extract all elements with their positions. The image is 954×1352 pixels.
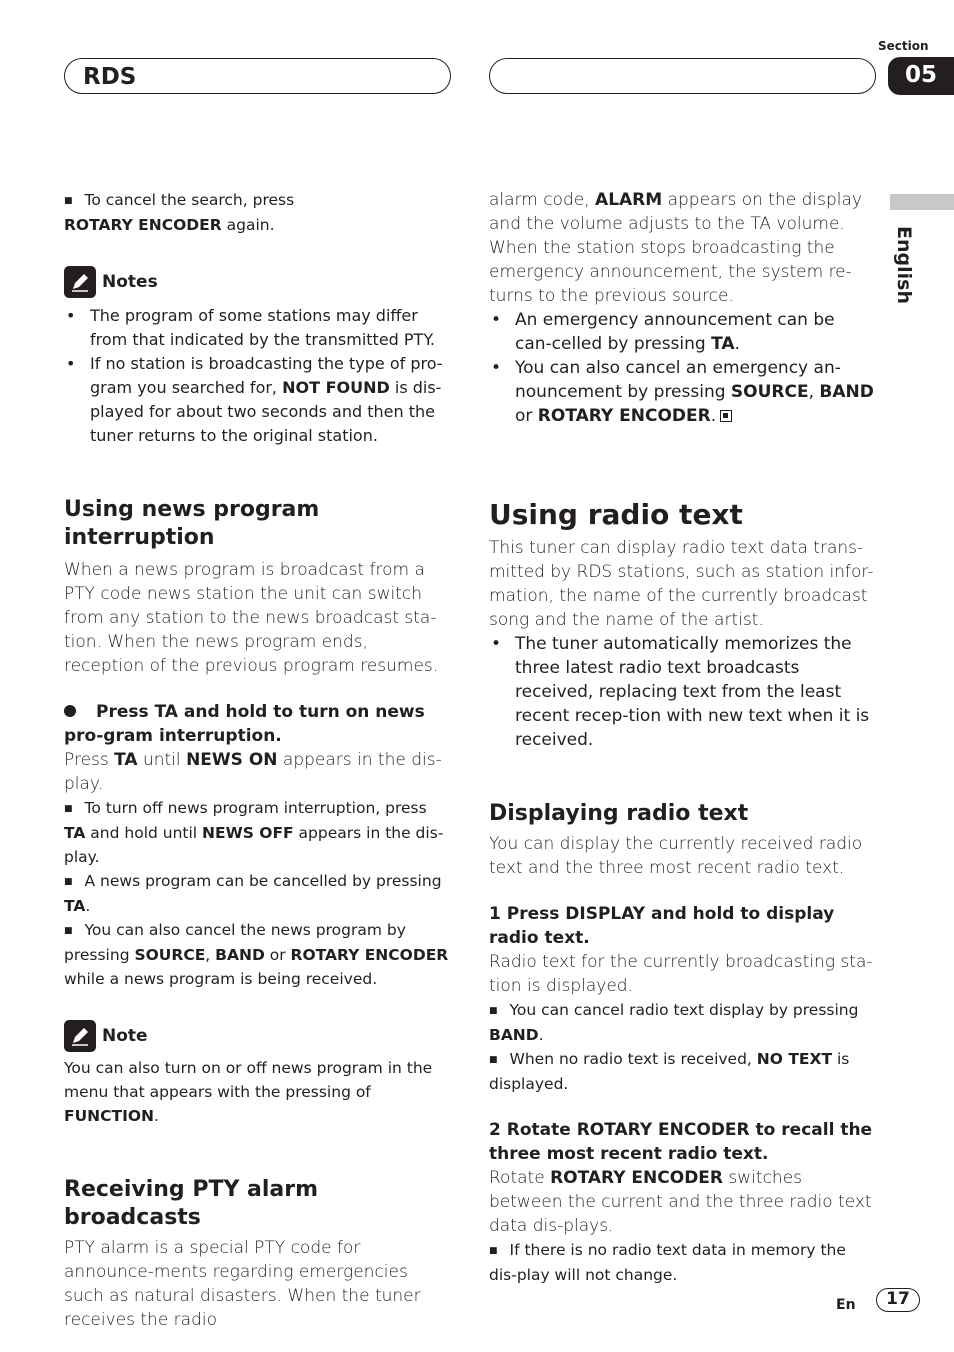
square-bullet-icon: [64, 921, 85, 939]
display-step-1-body: Radio text for the currently broadcasting sta-tion is displayed.: [489, 952, 873, 996]
notes-list: [64, 304, 450, 448]
square-bullet-icon: [64, 799, 85, 817]
list-item: • If no station is broadcasting the type of pro-gram you searched for, NOT FOUND is dis-played for about two seconds and then the tuner returns to the original station.: [64, 352, 450, 448]
right-column: [489, 188, 875, 1287]
note-heading: Note: [64, 1020, 450, 1052]
news-step-body: Press TA until NEWS ON appears in the dis-play.: [64, 750, 442, 794]
pencil-note-icon: [64, 1020, 96, 1052]
notes-heading: Notes: [64, 266, 450, 298]
pencil-note-icon: [64, 266, 96, 298]
list-item: • The program of some stations may differ from that indicated by the transmitted PTY.: [64, 304, 450, 352]
display-heading: Displaying radio text: [489, 801, 749, 826]
language-label: English: [893, 226, 915, 304]
news-sub-2: ■ A news program can be cancelled by pressing TA.: [64, 869, 450, 918]
note-text: You can also turn on or off news program in the menu that appears with the pressing of FUNCTION.: [64, 1059, 433, 1125]
radio-text-bullet: • The tuner automatically memorizes the three latest radio text broadcasts received, replacing text from the least recent recep-tion with new text when it is received.: [489, 632, 875, 752]
news-sub-1: ■ To turn off news program interruption, press TA and hold until NEWS OFF appears in the dis-play.: [64, 796, 450, 869]
news-heading: Using news program interruption: [64, 497, 320, 550]
pty-paragraph: PTY alarm is a special PTY code for announce-ments regarding emergencies such as natural disasters. When the tuner receives the radio: [64, 1238, 421, 1330]
header-title-box: [64, 58, 451, 94]
news-sub-3: ■ You can also cancel the news program by pressing SOURCE, BAND or ROTARY ENCODER while a news program is being received.: [64, 918, 450, 991]
radio-text-heading: Using radio text: [489, 498, 743, 531]
display-sub-3: ■ If there is no radio text data in memory the dis-play will not change.: [489, 1238, 875, 1287]
section-label: Section: [878, 39, 929, 53]
step-dot-icon: [64, 705, 76, 717]
square-bullet-icon: [489, 1001, 510, 1019]
square-bullet-icon: [489, 1050, 510, 1068]
header-blank-box: [489, 58, 876, 94]
section-number: 05: [888, 57, 954, 95]
news-paragraph: When a news program is broadcast from a PTY code news station the unit can switch from any station to the news broadcast sta-tion. When the news program ends, reception of the previous program resumes.: [64, 560, 439, 676]
display-paragraph: You can display the currently received radio text and the three most recent radio text.: [489, 834, 863, 878]
page-title: RDS: [83, 64, 137, 90]
pty-heading: Receiving PTY alarm broadcasts: [64, 1177, 319, 1230]
alarm-bullet-1: • An emergency announcement can be can-celled by pressing TA.: [489, 308, 875, 356]
language-tab-marker: [890, 194, 954, 210]
display-step-2: 2 Rotate ROTARY ENCODER to recall the three most recent radio text.: [489, 1120, 873, 1164]
news-step: Press TA and hold to turn on news pro-gram interruption.: [64, 702, 425, 746]
display-step-1: 1 Press DISPLAY and hold to display radio text.: [489, 904, 835, 948]
square-bullet-icon: [489, 1241, 510, 1259]
page-number: 17: [876, 1288, 920, 1312]
end-of-section-icon: [720, 410, 732, 422]
square-bullet-icon: [64, 191, 85, 209]
left-column: [64, 188, 450, 1332]
radio-text-paragraph: This tuner can display radio text data trans-mitted by RDS stations, such as station infor-mation, the name of the currently broadcast song and the name of the artist.: [489, 538, 874, 630]
display-step-2-body: Rotate ROTARY ENCODER switches between the current and the three radio text data dis-plays.: [489, 1168, 872, 1236]
display-sub-2: ■ When no radio text is received, NO TEXT is displayed.: [489, 1047, 875, 1096]
cancel-search-note: ■ To cancel the search, press ROTARY ENCODER again.: [64, 188, 450, 237]
square-bullet-icon: [64, 872, 85, 890]
display-sub-1: ■ You can cancel radio text display by pressing BAND.: [489, 998, 875, 1047]
alarm-continued: alarm code, ALARM appears on the display and the volume adjusts to the TA volume. When the station stops broadcasting the emergency announcement, the system re-turns to the previous source.: [489, 190, 862, 306]
alarm-bullet-2: • You can also cancel an emergency an-nouncement by pressing SOURCE, BAND or ROTARY ENCODER.: [489, 356, 875, 428]
language-code: En: [836, 1297, 856, 1313]
